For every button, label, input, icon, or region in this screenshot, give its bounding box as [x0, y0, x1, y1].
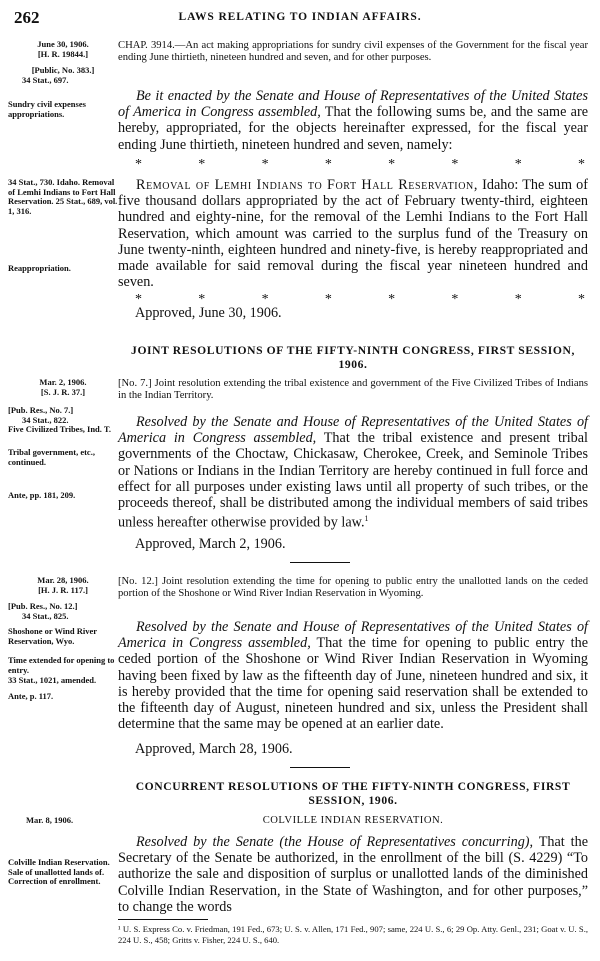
- running-title: LAWS RELATING TO INDIAN AFFAIRS.: [178, 11, 422, 23]
- ellipsis-stars-2: * * * * * * * *: [135, 292, 585, 307]
- margin-colville-note: Colville Indian Reservation. Sale of unallotted lands of. Correction of enrollment.: [8, 857, 110, 887]
- joint-resolutions-heading: JOINT RESOLUTIONS OF THE FIFTY-NINTH CONGRESS, FIRST SESSION, 1906.: [131, 344, 575, 371]
- resolution-7-title: [No. 7.] Joint resolution extending the tribal existence and government of the Five Civilized Tribes of Indians in the Indian Territory.: [118, 378, 588, 402]
- lemhi-removal-paragraph: Removal of Lemhi Indians to Fort Hall Reservation, Idaho: The sum of five thousand dollars appropriated by the act of February twenty-third, eighteen hundred and eighty-nine, for the removal of the Lemhi Indians to the Fort Hall Reservation, which amount was carried to the surplus fund of the Treasury on June twenty-ninth, eighteen hundred and ninety-five, is hereby reappropriated and made available for said removal during the fiscal year nineteen hundred and seven.: [118, 177, 588, 291]
- margin-reappropriation: Reappropriation.: [8, 263, 71, 273]
- colville-heading: COLVILLE INDIAN RESERVATION.: [262, 815, 444, 826]
- approved-june-30: Approved, June 30, 1906.: [135, 305, 282, 321]
- margin-res12-ante: Ante, p. 117.: [8, 691, 54, 701]
- ellipsis-stars-1: * * * * * * * *: [135, 157, 585, 172]
- margin-lemhi: 34 Stat., 730. Idaho. Removal of Lemhi Indians to Fort Hall Reservation. 25 Stat., 689, vol. 1, 316.: [8, 177, 118, 216]
- margin-shoshone: Shoshone or Wind River Reservation, Wyo.: [8, 626, 97, 646]
- page-header: [14, 8, 586, 30]
- margin-tribal-government: Tribal government, etc., continued.: [8, 447, 95, 467]
- margin-colville-date: Mar. 8, 1906.: [26, 815, 74, 825]
- concurrent-resolutions-heading: CONCURRENT RESOLUTIONS OF THE FIFTY-NINTH CONGRESS, FIRST SESSION, 1906.: [135, 780, 571, 807]
- margin-chap3914-public: [Public, No. 383.] 34 Stat., 697.: [22, 65, 95, 85]
- footnote-marker: 1: [364, 514, 369, 524]
- section-divider-2: [290, 767, 350, 768]
- chapter-title: CHAP. 3914.—An act making appropriations for sundry civil expenses of the Government for the fiscal year ending June thirtieth, nineteen hundred and seven, and for other purposes.: [118, 40, 588, 64]
- margin-res12-pub: [Pub. Res., No. 12.] 34 Stat., 825.: [8, 601, 78, 621]
- colville-resolution-text: Resolved by the Senate (the House of Representatives concurring), That the Secretary of the Senate be authorized, in the enrollment of the bill (S. 4229) “To authorize the sale and disposition of surplus or unallotted lands of the diminished Colville Indian Reservation, in the State of Washington, and for other purposes,” to change the words: [118, 834, 588, 915]
- section-divider-1: [290, 562, 350, 563]
- margin-sundry-civil: Sundry civil expenses appropriations.: [8, 99, 86, 119]
- resolution-7-text: Resolved by the Senate and House of Representatives of the United States of America in Congress assembled, That the tribal existence and present tribal governments of the Choctaw, Chickasaw, Cherokee, Creek, and Seminole Tribes or Nations or Indians in the Indian Territory are hereby continued in full force and effect for all purposes under existing laws until all property of such tribes, or the proceeds thereof, shall be distributed among the individual members of said tribes unless hereafter otherwise provided by law.$^1$: [118, 414, 588, 531]
- approved-march-28: Approved, March 28, 1906.: [135, 741, 293, 757]
- footnote: ¹ U. S. Express Co. v. Friedman, 191 Fed., 673; U. S. v. Allen, 171 Fed., 907; same, 224 U. S., 6; 29 Op. Atty. Genl., 231; Goat v. U. S., 224 U. S., 458; Gritts v. Fisher, 224 U. S., 640.: [118, 924, 588, 945]
- resolution-12-title: [No. 12.] Joint resolution extending the time for opening to public entry the unallotted lands on the ceded portion of the Shoshone or Wind River Indian Reservation in Wyoming.: [118, 576, 588, 600]
- resolution-12-text: Resolved by the Senate and House of Representatives of the United States of America in Congress assembled, That the time for opening to public entry the ceded portion of the Shoshone or Wind River Indian Reservation in Wyoming having been fixed by law as the fifteenth day of June, nineteen hundred and six, it is hereby provided that the time for opening said reservation shall be extended to the fifteenth day of August, nineteen hundred and six, unless the President shall determine that the same may be opened at an earlier date.: [118, 619, 588, 733]
- margin-chap3914-date: June 30, 1906. [H. R. 19844.]: [37, 39, 89, 59]
- footnote-rule: [118, 919, 208, 920]
- enacting-clause: Be it enacted by the Senate and House of Representatives of the United States of America in Congress assembled, That the following sums be, and the same are hereby, appropriated, for the objects hereinafter expressed, for the fiscal year ending June thirtieth, nineteen hundred and seven, namely:: [118, 88, 588, 153]
- page-number: 262: [14, 8, 40, 27]
- margin-time-extended: Time extended for opening to entry.: [8, 655, 115, 675]
- margin-res7-ante: Ante, pp. 181, 209.: [8, 490, 76, 500]
- margin-res7-pub: [Pub. Res., No. 7.] 34 Stat., 822. Five Civilized Tribes, Ind. T.: [8, 405, 112, 435]
- margin-33-stat: 33 Stat., 1021, amended.: [8, 675, 97, 685]
- margin-res12-date: Mar. 28, 1906. [H. J. R. 117.]: [37, 575, 89, 595]
- approved-march-2: Approved, March 2, 1906.: [135, 536, 286, 552]
- margin-res7-date: Mar. 2, 1906. [S. J. R. 37.]: [39, 377, 87, 397]
